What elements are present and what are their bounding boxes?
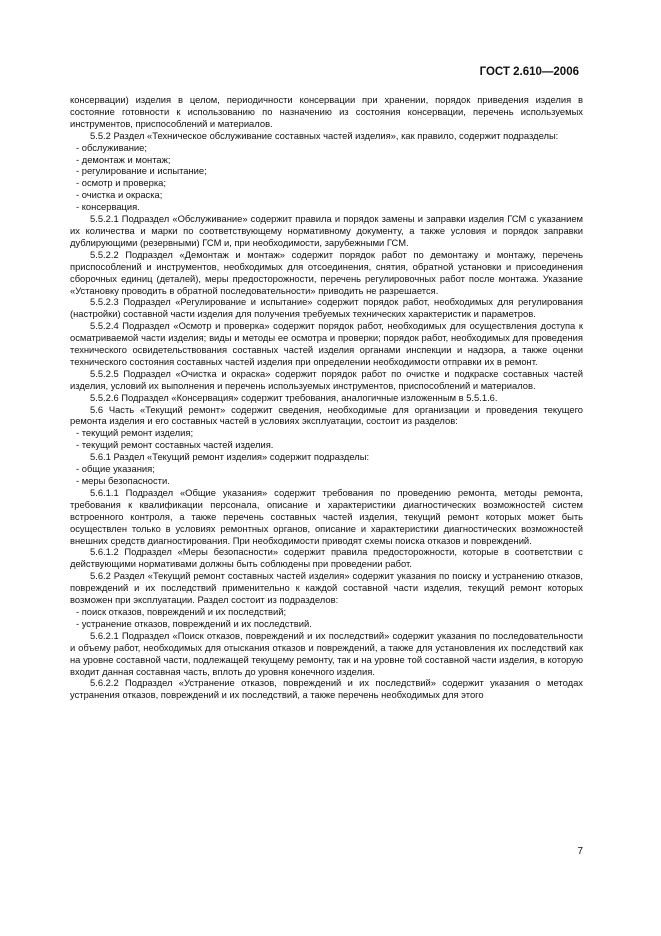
list-item: - демонтаж и монтаж; (76, 153, 171, 165)
paragraph: 5.6 Часть «Текущий ремонт» содержит сведения, необходимые для организации и проведения текущего ремонта изделия и его составных частей в условиях эксплуатации, состоит из разделов: (70, 403, 583, 427)
document-header: ГОСТ 2.610—2006 (479, 66, 579, 78)
list-item: - текущий ремонт изделия; (76, 427, 194, 439)
paragraph: 5.6.2.2 Подраздел «Устранение отказов, повреждений и их последствий» содержит указания о методах устранения отказов, повреждений и их последствий, а также перечень необходимых для этого (70, 677, 583, 701)
document-body (70, 94, 583, 701)
paragraph: 5.5.2.3 Подраздел «Регулирование и испытание» содержит порядок работ, необходимых для регулирования (настройки) составной части изделия для получения требуемых технических характеристик и параметров. (70, 296, 583, 320)
paragraph: консервации) изделия в целом, периодичности консервации при хранении, порядок приведения изделия в состояние готовности к использованию по назначению из состояния консервации, перечень используемых инструментов, приспособлений и материалов. (70, 94, 583, 129)
paragraph: 5.5.2.2 Подраздел «Демонтаж и монтаж» содержит порядок работ по демонтажу и монтажу, перечень приспособлений и инструментов, необходимых для отсоединения, снятия, обратной установки и присоединения сборочных единиц (деталей), меры предосторожности, перечень регулировочных работ после монтажа. Указание «Установку проводить в обратной последовательности» приводить не разрешается. (70, 248, 583, 296)
list-item: - устранение отказов, повреждений и их последствий. (76, 617, 312, 629)
paragraph: 5.6.1 Раздел «Текущий ремонт изделия» содержит подразделы: (90, 451, 370, 463)
paragraph: 5.5.2.4 Подраздел «Осмотр и проверка» содержит порядок работ, необходимых для осуществления доступа к осматриваемой части изделия; виды и методы ее осмотра и проверки; порядок работ, необходимых для проведения технического освидетельствования составных частей изделия органами инспекции и надзора, а также оценки технического состояния составных частей изделия при определении необходимости отправки их в ремонт. (70, 320, 583, 367)
paragraph: 5.6.2.1 Подраздел «Поиск отказов, повреждений и их последствий» содержит указания по последовательности и объему работ, необходимых для отыскания отказов и повреждений, а также для установления их последствий как на уровне составной части, подлежащей текущему ремонту, так и на уровне той составной части изделия, в которую входит данная составная часть, вплоть до уровня конечного изделия. (70, 629, 583, 677)
paragraph: 5.6.1.2 Подраздел «Меры безопасности» содержит правила предосторожности, которые в соответствии с действующими нормативами должны быть соблюдены при проведении работ. (70, 546, 583, 570)
list-item: - консервация. (76, 201, 140, 213)
list-item: - меры безопасности. (76, 475, 170, 486)
list-item: - очистка и окраска; (76, 189, 163, 201)
page-number: 7 (577, 846, 583, 857)
list-item: - общие указания; (76, 463, 155, 475)
list-item: - поиск отказов, повреждений и их последствий; (76, 605, 287, 617)
list-item: - обслуживание; (76, 141, 147, 153)
list-item: - осмотр и проверка; (76, 177, 166, 189)
paragraph: 5.5.2 Раздел «Техническое обслуживание составных частей изделия», как правило, содержит подразделы: (90, 129, 559, 141)
paragraph: 5.5.2.1 Подраздел «Обслуживание» содержит правила и порядок замены и заправки изделия ГСМ с указанием их количества и марки по соответствующему нормативному документу, а также условия и порядок заправки дублирующими (резервными) ГСМ и, при необходимости, зарубежными ГСМ. (70, 213, 583, 248)
paragraph: 5.6.1.1 Подраздел «Общие указания» содержит требования по проведению ремонта, методы ремонта, требования к квалификации персонала, описание и характеристики диагностических возможностей систем встроенного контроля, а также перечень составных частей изделия, текущий ремонт которых может быть осуществлен только в условиях ремонтных органов, описание и характеристики диагностических возможностей внешних средств диагностирования. При необходимости приводят схемы поиска отказов и повреждений. (70, 486, 583, 546)
paragraph: 5.6.2 Раздел «Текущий ремонт составных частей изделия» содержит указания по поиску и устранению отказов, повреждений и их последствий применительно к каждой составной части изделия, текущий ремонт которых возможен при эксплуатации. Раздел состоит из подразделов: (70, 570, 583, 606)
paragraph: 5.5.2.6 Подраздел «Консервация» содержит требования, аналогичные изложенным в 5.5.1.6. (90, 391, 498, 403)
paragraph: 5.5.2.5 Подраздел «Очистка и окраска» содержит порядок работ по очистке и подкраске составных частей изделия, условий их выполнения и перечень используемых инструментов, приспособлений и материалов. (70, 367, 583, 391)
list-item: - текущий ремонт составных частей изделия. (76, 439, 274, 451)
list-item: - регулирование и испытание; (76, 165, 207, 177)
